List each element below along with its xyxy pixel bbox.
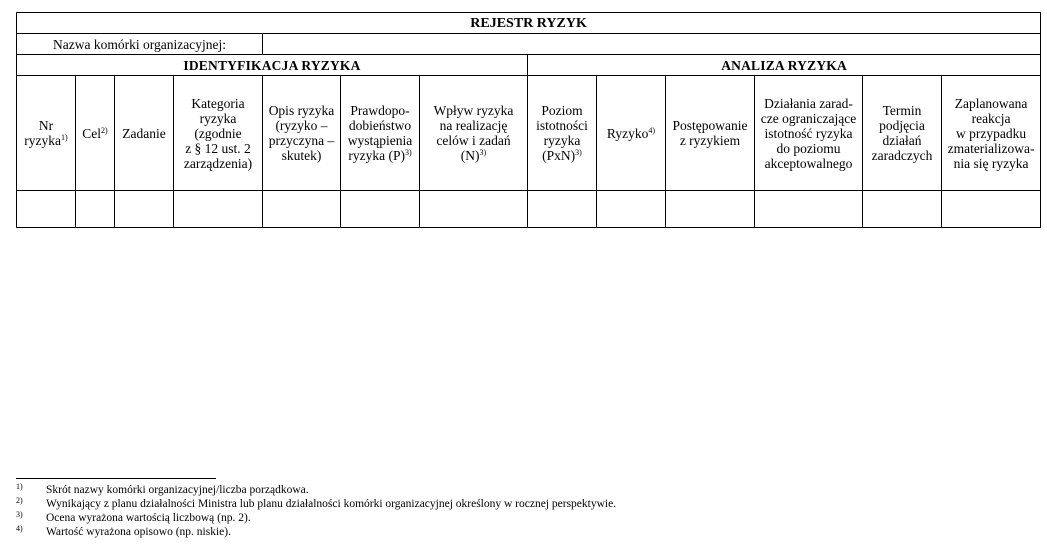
footnote-ref: 3) xyxy=(575,148,582,157)
footnote-number: 1) xyxy=(16,482,23,491)
column-header xyxy=(863,76,942,191)
table-cell[interactable] xyxy=(755,191,863,228)
footnote-number: 4) xyxy=(16,524,23,533)
footnote-ref: 3) xyxy=(479,148,487,157)
footnote-ref: 4) xyxy=(648,125,656,135)
column-header-line: wystąpienia xyxy=(347,133,413,148)
column-header-line: (N) xyxy=(460,148,480,163)
table-cell[interactable] xyxy=(528,191,597,228)
risk-register-table xyxy=(16,12,1041,228)
column-header-line: nia się ryzyka xyxy=(953,155,1029,171)
column-header-row xyxy=(17,76,1041,191)
column-header xyxy=(597,76,666,191)
column-header-line: Działania zarad- xyxy=(764,95,853,111)
column-header-line: podjęcia xyxy=(879,118,925,133)
column-header-line: skutek) xyxy=(281,148,322,163)
footnote-ref: 1) xyxy=(61,133,68,142)
column-header xyxy=(174,76,263,191)
column-header-line: Wpływ ryzyka xyxy=(433,103,514,118)
column-header-line: Opis ryzyka xyxy=(268,103,335,118)
column-header-line: ryzyka xyxy=(543,133,581,148)
column-header-line: (ryzyko – xyxy=(275,118,328,133)
table-cell[interactable] xyxy=(420,191,528,228)
column-header-line: reakcja xyxy=(971,110,1011,126)
column-header-line: działań xyxy=(882,133,922,148)
column-header-line: zarządzenia) xyxy=(183,155,253,171)
table-cell[interactable] xyxy=(17,191,76,228)
column-header-line: celów i zadań xyxy=(436,133,511,148)
column-header-line: istotność ryzyka xyxy=(764,125,853,141)
table-cell[interactable] xyxy=(863,191,942,228)
section-analysis: ANALIZA RYZYKA xyxy=(528,55,1041,76)
footnote-text: Skrót nazwy komórki organizacyjnej/liczba porządkowa. xyxy=(46,484,309,496)
column-header-line: Postępowanie xyxy=(672,118,748,133)
column-header-line: z § 12 ust. 2 xyxy=(185,140,251,156)
table-cell[interactable] xyxy=(942,191,1041,228)
footnote-ref: 2) xyxy=(101,125,108,135)
column-header xyxy=(17,76,76,191)
table-cell[interactable] xyxy=(341,191,420,228)
table-cell[interactable] xyxy=(597,191,666,228)
table-cell[interactable] xyxy=(115,191,174,228)
table-cell[interactable] xyxy=(174,191,263,228)
column-header-line: istotności xyxy=(536,118,588,133)
column-header-line: zaradczych xyxy=(871,148,933,163)
column-header xyxy=(420,76,528,191)
table-cell[interactable] xyxy=(666,191,755,228)
column-header-line: w przypadku xyxy=(956,125,1027,141)
unit-name-label: Nazwa komórki organizacyjnej: xyxy=(17,34,263,55)
table-cell[interactable] xyxy=(263,191,341,228)
column-header-line: (zgodnie xyxy=(194,125,242,141)
table-cell[interactable] xyxy=(76,191,115,228)
footnote-text: Wartość wyrażona opisowo (np. niskie). xyxy=(46,526,231,538)
footnote-ref: 3) xyxy=(404,148,412,157)
column-header-line: dobieństwo xyxy=(348,118,412,133)
column-header-line: Termin xyxy=(882,103,922,118)
register-title: REJESTR RYZYK xyxy=(17,13,1041,34)
column-header-line: do poziomu xyxy=(776,140,841,156)
column-header-line: zmaterializowa- xyxy=(947,140,1035,156)
column-header-line: ryzyka xyxy=(199,110,237,126)
column-header xyxy=(528,76,597,191)
column-header xyxy=(666,76,755,191)
footnote-text: Wynikający z planu działalności Ministra lub planu działalności komórki organizacyjnej określony w rocznej perspektywie. xyxy=(46,498,617,510)
column-header-line: na realizację xyxy=(439,118,508,133)
column-header xyxy=(115,76,174,191)
section-identification: IDENTYFIKACJA RYZYKA xyxy=(17,55,528,76)
column-header-line: Nr xyxy=(38,118,54,133)
column-header-line: przyczyna – xyxy=(268,133,335,148)
column-header xyxy=(263,76,341,191)
footnote-number: 2) xyxy=(16,496,23,505)
footnote-text: Ocena wyrażona wartością liczbową (np. 2). xyxy=(46,512,251,524)
column-header-line: Poziom xyxy=(541,103,583,118)
column-header-line: Kategoria xyxy=(191,95,245,111)
column-header-line: Ryzyko xyxy=(606,125,649,141)
column-header-line: Zadanie xyxy=(122,125,166,141)
column-header-line: cze ograniczające xyxy=(760,110,857,126)
unit-name-field[interactable] xyxy=(263,34,1041,55)
column-header xyxy=(942,76,1041,191)
column-header-line: Prawdopo- xyxy=(350,103,410,118)
column-header xyxy=(341,76,420,191)
table-row xyxy=(17,191,1041,228)
column-header-line: Zaplanowana xyxy=(954,95,1028,111)
column-header-line: ryzyka xyxy=(24,133,62,148)
column-header xyxy=(76,76,115,191)
column-header xyxy=(755,76,863,191)
column-header-line: (PxN) xyxy=(542,148,576,163)
footnote-number: 3) xyxy=(16,510,23,519)
footnote-separator xyxy=(16,478,216,479)
column-header-line: z ryzykiem xyxy=(679,133,741,148)
column-header-line: ryzyka (P) xyxy=(348,148,405,163)
column-header-line: Cel xyxy=(82,125,102,141)
column-header-line: akceptowalnego xyxy=(764,155,853,171)
